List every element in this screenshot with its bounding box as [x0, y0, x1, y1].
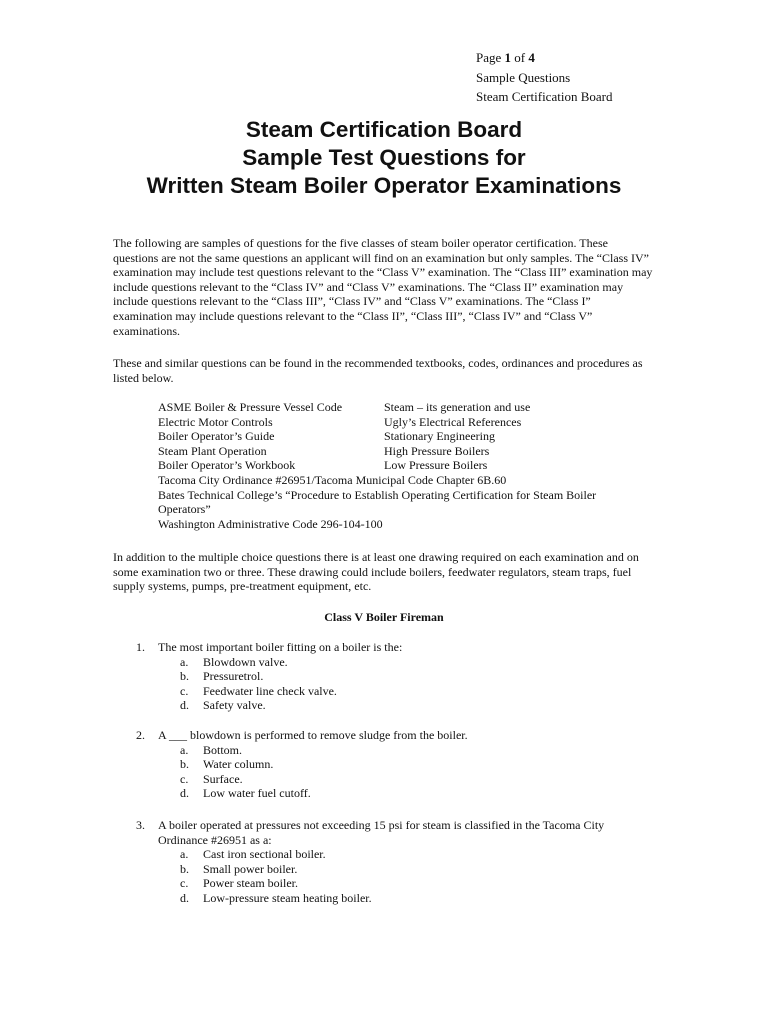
reference-row	[158, 473, 658, 488]
reference-item: Ugly’s Electrical References	[384, 414, 522, 429]
reference-item: Boiler Operator’s Workbook	[158, 458, 296, 473]
intro-paragraph: The following are samples of questions for the five classes of steam boiler operator certification. These questions are not the same questions an applicant will find on an examination but only samples. The “Class IV” examination may include test questions relevant to the “Class V” examination. The “Class III” examination may include questions relevant to the “Class IV” and “Class V” examinations. The “Class II” examination may include questions relevant to the “Class III”, “Class IV” and “Class V” examinations. The “Class I” examination may include questions relevant to the “Class II”, “Class III”, “Class IV” and “Class V” examinations.	[113, 236, 653, 338]
title-line-3: Written Steam Boiler Operator Examinations	[146, 173, 622, 198]
reference-item: Bates Technical College’s “Procedure to Establish Operating Certification for Steam Boiler Operators”	[158, 487, 597, 517]
reference-row	[158, 415, 658, 430]
reference-item: High Pressure Boilers	[384, 443, 490, 458]
reference-row	[158, 400, 658, 415]
reference-row	[158, 458, 658, 473]
document-page: Page 1 of 4 Sample Questions Steam Certification Board Steam Certification Board Sample Test Questions for Written Steam Boiler Operator Examinations The following are samples of questions for the five classes of steam boiler operator certification. These questions are not the same questions an applicant will find on an examination but only samples. The “Class IV” examination may include test questions relevant to the “Class V” examination. The “Class III” examination may include questions relevant to the “Class IV” and “Class V” examinations. The “Class II” examination may include questions relevant to the “Class III”, “Class IV” and “Class V” examinations. The “Class I” examination may include questions relevant to the “Class II”, “Class III”, “Class IV” and “Class V” examinations. These and similar questions can be found in the recommended textbooks, codes, ordinances and procedures as listed below. ASME Boiler & Pressure Vessel Code Steam – its generation and use Electric Motor Controls Ugly’s Electrical References Boiler Operator’s Guide Stationary Engineering Steam Plant Operation High Pressure Boilers Boiler Operator’s Workbook Low Pressure Boilers Tacoma City Ordinance #26951/Tacoma Municipal Code Chapter 6B.60 Bates Technical College’s “Procedure to Establish Operating Certification for Steam Boiler Operators” Washington Administrative Code 296-104-100 In addition to the multiple choice questions there is at least one drawing required on each examination and on some examination two or three. These drawing could include boilers, feedwater regulators, steam traps, fuel supply systems, pumps, pre-treatment equipment, etc. Class V Boiler Fireman 1. The most important boiler fitting on a boiler is the: a. Blowdown valve. b. Pressuretrol. c. Feedwater line check valve. d. Safety valve. 2. A ___ blowdown is performed to remove sludge from the boiler. a. Bottom. b. Water column. c. Surface. d. Low water fuel cutoff. 3. A boiler operated at pressures not exceeding 15 psi for steam is classified in the Tacoma City Ordinance #26951 as a: a. Cast iron sectional boiler. b. Small power boiler. c. Power steam boiler. d. Low-pressure steam heating boiler.	[0, 0, 768, 1024]
question-number: 1.	[136, 640, 145, 654]
reference-item: Tacoma City Ordinance #26951/Tacoma Municipal Code Chapter 6B.60	[158, 472, 507, 487]
header-subtitle: Sample Questions	[476, 69, 571, 85]
page-header	[476, 48, 612, 107]
question-text: A boiler operated at pressures not exceeding 15 psi for steam is classified in the Tacoma City Ordinance #26951 as a:	[158, 818, 605, 847]
drawing-note-paragraph: In addition to the multiple choice questions there is at least one drawing required on each examination and on some examination two or three. These drawing could include boilers, feedwater regulators, steam traps, fuel supply systems, pumps, pre-treatment equipment, etc.	[113, 550, 639, 594]
references-intro: These and similar questions can be found in the recommended textbooks, codes, ordinances and procedures as listed below.	[113, 356, 643, 385]
question-text: A ___ blowdown is performed to remove sludge from the boiler.	[158, 728, 468, 742]
reference-row	[158, 429, 658, 444]
page-number-line: Page 1 of 4	[476, 50, 535, 65]
reference-list	[158, 400, 658, 531]
reference-item: Electric Motor Controls	[158, 414, 273, 429]
document-title	[0, 116, 768, 200]
reference-item: Low Pressure Boilers	[384, 458, 488, 473]
question-number: 2.	[136, 728, 145, 742]
reference-item: Boiler Operator’s Guide	[158, 429, 275, 444]
question-text: The most important boiler fitting on a boiler is the:	[158, 640, 403, 654]
reference-item: Steam – its generation and use	[384, 400, 531, 414]
question-number: 3.	[136, 818, 145, 832]
reference-row	[158, 444, 658, 459]
section-title: Class V Boiler Fireman	[324, 610, 444, 624]
reference-item: Stationary Engineering	[384, 429, 495, 444]
reference-item: Steam Plant Operation	[158, 443, 267, 458]
reference-item: Washington Administrative Code 296-104-100	[158, 516, 383, 531]
header-org: Steam Certification Board	[476, 89, 613, 104]
title-line-1: Steam Certification Board	[245, 117, 523, 142]
title-line-2: Sample Test Questions for	[242, 145, 526, 170]
page-total: 4	[528, 50, 535, 65]
reference-item: ASME Boiler & Pressure Vessel Code	[158, 400, 343, 414]
reference-row	[158, 517, 658, 532]
page-number: 1	[504, 50, 512, 65]
